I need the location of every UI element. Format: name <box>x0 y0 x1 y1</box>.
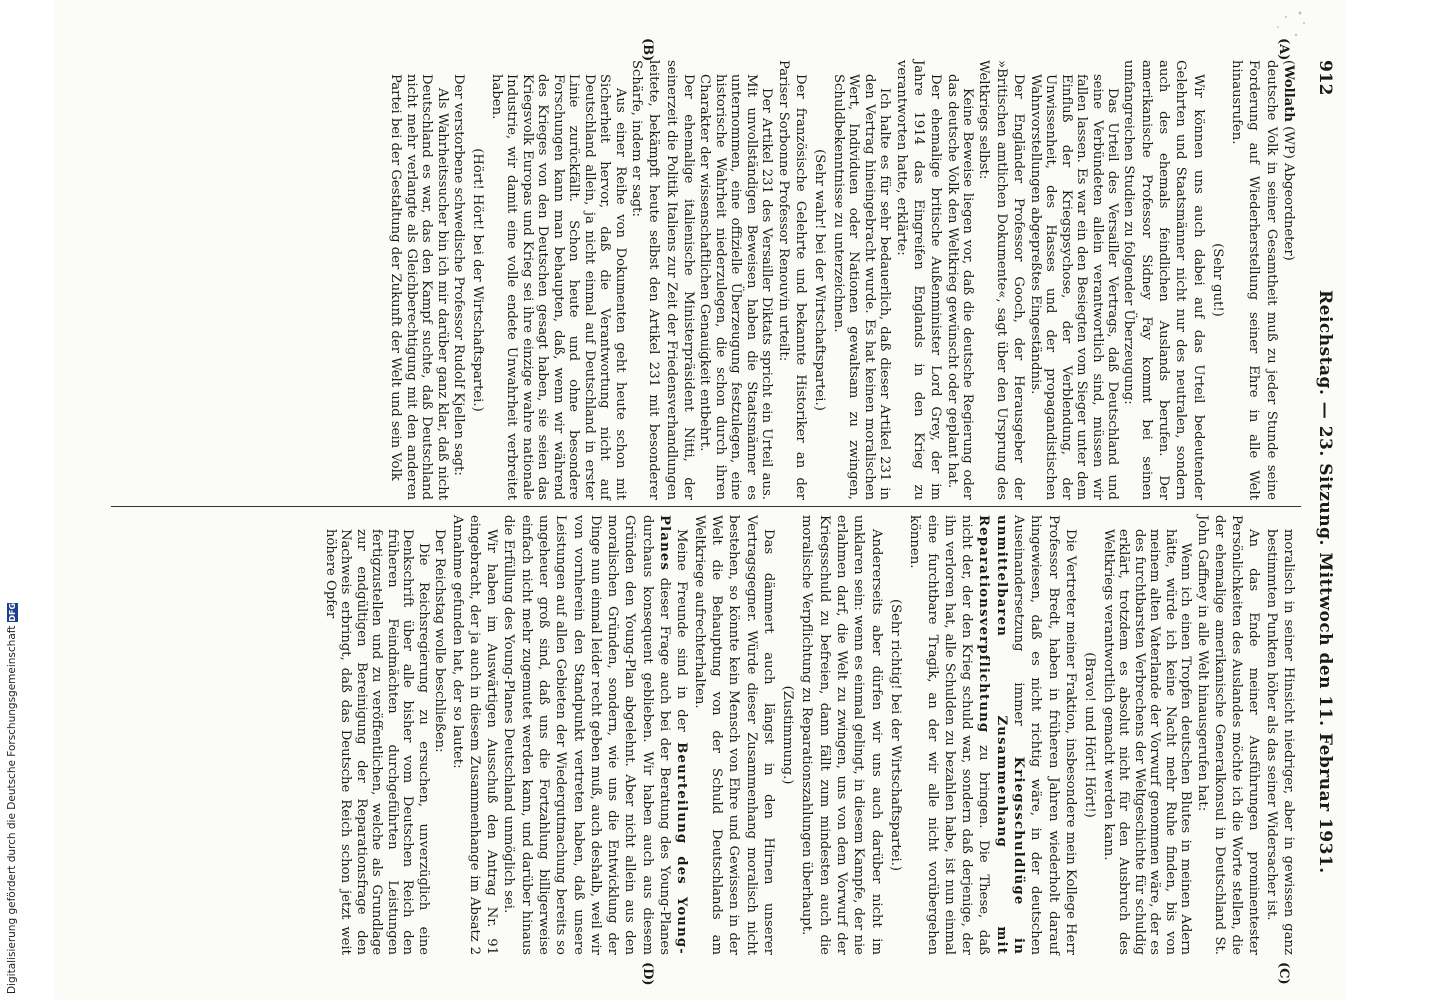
quotation: Das Urteil des Versailler Vertrags, daß Deutschland und seine Verbündeten allein verantwortlich sind, müssen wir fallen lassen. Es war ein den Besiegten vom Sieger unter dem Einfluß der Kriegspsychose, der Verblendung, der Unwissenheit, des Hasses und der propagandistischen Wahnvorstellungen abgepreßtes Eingeständnis. <box>1027 74 1121 500</box>
quotation: moralisch in seiner Hinsicht niedriger, aber in gewissen ganz bestimmten Punkten höher als das seiner Widersacher ist. <box>1263 529 1296 955</box>
quotation: Ich halte es für sehr bedauerlich, daß dieser Artikel 231 in den Vertrag hineingebracht wurde. Es hat keinen moralischen Wert, Individuen oder Nationen gewaltsam zu zwingen, Schuldbekenntnisse zu unterzeichnen. <box>830 74 893 500</box>
page-title: Reichstag. — 23. Sitzung. Mittwoch den 11. Februar 1931. <box>1315 290 1335 874</box>
margin-marker-c: (C) <box>1276 962 1291 985</box>
paragraph <box>906 515 1079 955</box>
digitization-credit <box>2 602 22 996</box>
margin-marker-b: (B) <box>640 38 655 62</box>
scanned-page <box>55 0 1345 1000</box>
paragraph <box>500 515 690 955</box>
right-column <box>322 515 1297 955</box>
margin-marker-a: (A) <box>1276 38 1291 61</box>
paragraph: Wir können uns auch dabei auf das Urteil bedeutender Gelehrten und Staatsmänner nicht nur des neutralen, sondern auch des ehemals feindlichen Auslands berufen. Der amerikanische Professor Sidney Fay kommt bei seinen umfangreichen Studien zu folgender Überzeugung: <box>1121 60 1206 500</box>
emphasized-text: Beurteilung des Young-Planes <box>657 515 690 955</box>
paragraph: Der ehemalige italienische Ministerpräsident Nitti, der seinerzeit die Politik Italiens zur Zeit der Friedensverhandlungen leitete, bekämpft heute selbst den Artikel 231 mit besonderer Schärfe, indem er sagt: <box>628 60 696 500</box>
quotation: Aus einer Reihe von Dokumenten geht heute schon mit Sicherheit hervor, daß die Verantwortung nicht auf Deutschland allein, ja nicht einmal auf Deutschland in erster Linie zurückfällt. Schon heute und ohne besondere Forschungen kann man behaupten, daß, wenn wir während des Krieges von den Deutschen gesagt haben, sie seien das Kriegsvolk Europas und Krieg sei ihre einzige wahre nationale Industrie, wir damit eine volle endete Unwahrheit verbreitet haben. <box>488 74 628 500</box>
column-divider <box>111 506 1301 507</box>
quotation: Wenn ich einen Tropfen deutschen Blutes in meinen Adern hätte, würde ich keine Nacht mehr Ruhe finden, bis von meinem alten Vaterlande der Vorwurf genommen wäre, der es des furchtbarsten Verbrechens der Weltgeschichte für schuldig erklärt, trotzdem es absolut nicht für den Ausbruch des Weltkriegs verantwortlich gemacht werden kann. <box>1100 529 1194 955</box>
paragraph: Der ehemalige britische Außenminister Lord Grey, der im Jahre 1914 das Eingreifen Englands in den Krieg zu verantworten hatte, erklärte: <box>893 60 944 500</box>
dfg-logo-icon: DFG <box>7 602 17 622</box>
quotation: Keine Beweise liegen vor, daß die deutsche Regierung oder das deutsche Volk den Weltkrieg gewünscht oder geplant hat. <box>944 74 976 500</box>
page-header <box>1305 60 1335 970</box>
interjection: (Sehr wahr! bei der Wirtschaftspartei.) <box>812 149 828 411</box>
paragraph: Der Engländer Professor Gooch, der Herausgeber der »Britischen amtlichen Dokumente«, sagt über den Ursprung des Weltkriegs selbst: <box>976 60 1027 500</box>
paragraph: Andererseits aber dürfen wir uns auch darüber nicht im unklaren sein: wenn es einmal gelingt, in diesem Kampfe, der nie erlahmen darf, die Welt zu zwingen, uns von dem Vorwurf der Kriegsschuld zu befreien, dann fällt zum mindesten auch die moralische Verpflichtung zu Reparationszahlungen überhaupt. <box>799 515 884 955</box>
paragraph-text: zu bringen. Die These, daß nicht der, der den Krieg schuld war, sondern daß derjenige, der ihn verloren hat, alle Schulden zu bezahlen habe, ist nun einmal eine furchtbare Tragik, an der wir alle nicht vorübergehen können. <box>907 515 992 955</box>
speaker-name: Wollath <box>1281 65 1296 122</box>
paragraph: Der verstorbene schwedische Professor Rudolf Kjellen sagt: <box>450 74 466 476</box>
interjection: (Sehr gut!) <box>1209 243 1225 317</box>
paragraph: Das dämmert auch längst in den Hirnen unserer Vertragsgegner. Würde dieser Zusammenhang moralisch nicht bestehen, so könnte kein Mensch von Ehre und Gewissen in der Welt die Behauptung von der Schuld Deutschlands am Weltkriege aufrechterhalten. <box>691 515 776 955</box>
paragraph: deutsche Volk in seiner Gesamtheit muß zu jeder Stunde seine Forderung auf Wiederherstellung seiner Ehre in alle Welt hinausrufen. <box>1229 60 1279 500</box>
quotation: Der Artikel 231 des Versailler Diktats spricht ein Urteil aus. Mit unvollständigen Beweisen haben die Staatsmänner es unternommen, eine offizielle Überzeugung festzulegen, eine historische Wahrheit niederzulegen, die schon durch ihren Charakter der wissenschaftlichen Genauigkeit entbehrt. <box>697 74 775 500</box>
paragraph-text: Meine Freunde sind in der <box>674 529 690 743</box>
interjection: (Bravo! und Hört! Hört!) <box>1082 652 1098 818</box>
paragraph: Der Reichstag wolle beschließen: <box>432 529 448 753</box>
paragraph: An das Ende meiner Ausführungen prominentester Persönlichkeiten des Auslandes möchte ich die Worte stellen, die der ehemalige amerikanische Generalkonsul in Deutschland St. John Gaffney in alle Welt hinausgerufen hat: <box>1194 515 1262 955</box>
margin-marker-d: (D) <box>640 962 655 986</box>
paragraph-text: Die Vertreter meiner Fraktion, insbesondere mein Kollege Herr Professor Bredt, haben in früheren Jahren wiederholt darauf hingewiesen, daß es nicht richtig wäre, in der deutschen Auseinandersetzung immer <box>1011 515 1078 955</box>
interjection: (Hört! Hört! bei der Wirtschaftspartei.) <box>470 148 486 412</box>
page-number: 912 <box>1315 60 1335 96</box>
left-column <box>388 60 1297 500</box>
paragraph: Wir haben im Auswärtigen Ausschuß den Antrag Nr. 91 eingebracht, der ja auch in diesem Zusammenhange im Absatz 2 Annahme gefunden hat, der so lautet: <box>449 515 500 955</box>
credit-text: Digitalisierung gefördert durch die Deutsche Forschungsgemeinschaft <box>6 625 18 994</box>
quotation: Als Wahrheitssucher bin ich mir darüber ganz klar, daß nicht Deutschland es war, das den Kampf suchte, daß Deutschland nicht mehr verlangte als Gleichberechtigung mit den anderen Partei bei der Gestaltung der Zukunft der Welt und sein Volk <box>388 74 450 500</box>
emphasized-text: Kriegsschuldlüge in unmittelbaren Zusammenhang mit Reparationsverpflichtung <box>976 515 1027 955</box>
paragraph-text: dieser Frage auch bei der Beratung des Young-Planes durchaus konsequent geblieben. Wir haben auch aus diesem Gründen den Young-Plan abgelehnt. Aber nicht allein aus den moralischen Gründen, sondern, wie uns die Entwicklung der Dinge nun einmal leider recht geben muß, auch deshalb, weil wir von vornherein den Standpunkt vertreten haben, daß unsere Leistungen auf allen Gebieten der Wiedergutmachung bereits so ungeheuer groß sind, daß uns die Fortzahlung billigerweise einfach nicht mehr zugemutet werden kann, und darüber hinaus die Erfüllung des Young-Planes Deutschland unmöglich sei. <box>501 515 673 955</box>
quotation: Die Reichsregierung zu ersuchen, unverzüglich eine Denkschrift über alle bisher vom Deutschen Reich den früheren Feindmächten durchgeführten Leistungen fertigzustellen und zu veröffentlichen, welche als Grundlage zur endgültigen Bereinigung der Reparationsfrage den Nachweis erbringt, daß das Deutsche Reich schon jetzt weit höhere Opfer <box>322 529 431 955</box>
speaker-party: (WP) Abgeordneter) <box>1281 126 1296 261</box>
speaker-line: (Wollath (WP) Abgeordneter) <box>1281 60 1296 261</box>
paragraph: Der französische Gelehrte und bekannte Historiker an der Pariser Sorbonne Professor Renouvin urteilt: <box>775 60 808 500</box>
digitization-credit-line <box>4 604 20 994</box>
interjection: (Zustimmung.) <box>780 685 796 785</box>
interjection: (Sehr richtig! bei der Wirtschaftspartei.) <box>887 598 903 872</box>
